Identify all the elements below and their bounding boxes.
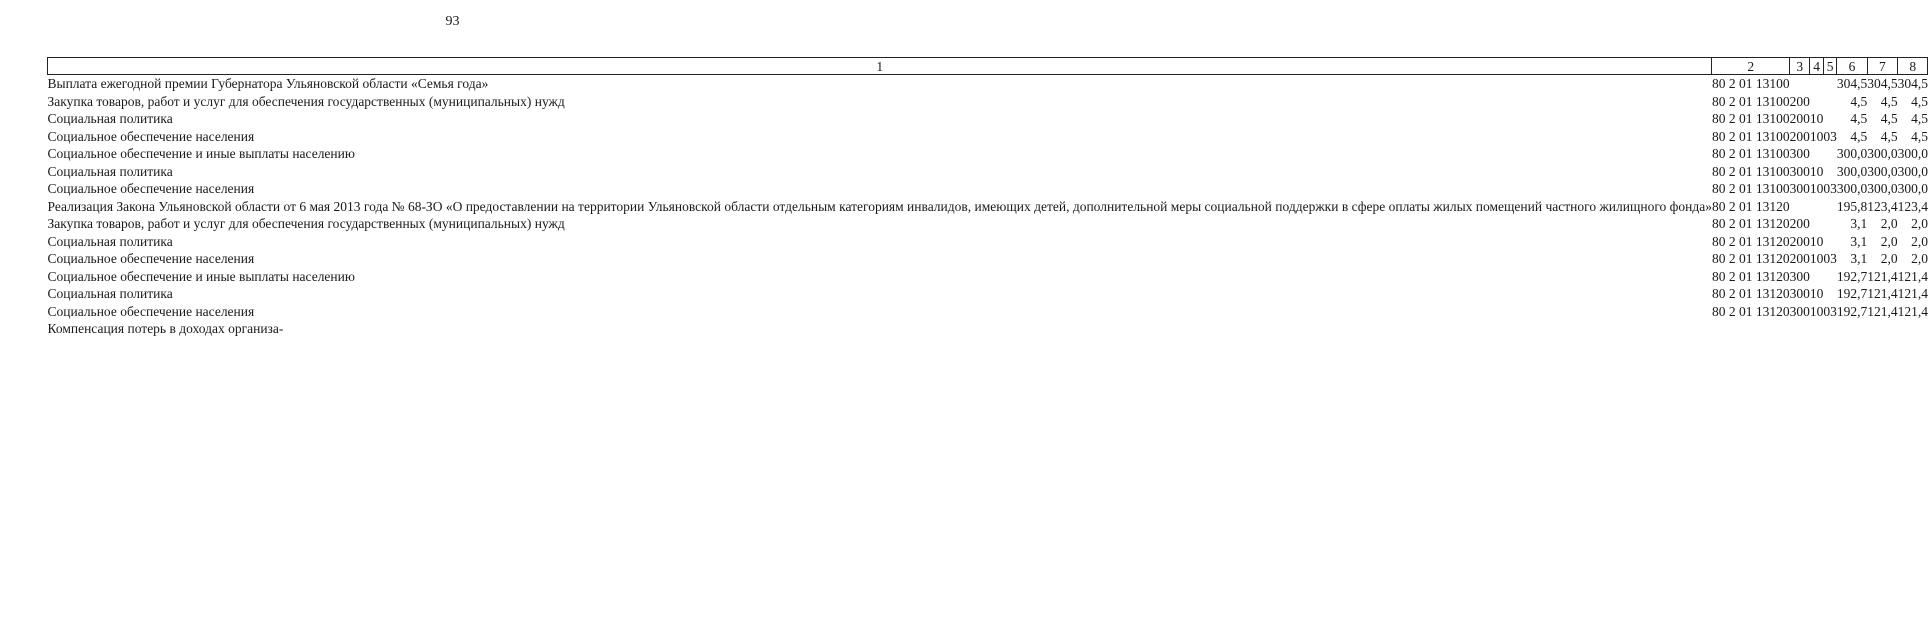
amount-col-6: [1837, 320, 1867, 338]
amount-col-7: 2,0: [1880, 233, 1898, 249]
section-code: [1810, 145, 1824, 163]
table-row: [48, 250, 1928, 268]
expense-type-code: 200: [1789, 93, 1810, 109]
table-row: [48, 180, 1928, 198]
amount-col-8: 300,0: [1897, 163, 1928, 179]
header-cell: 5: [1823, 58, 1837, 75]
row-description: Закупка товаров, работ и услуг для обеспечения государственных (муниципальных) нужд: [47, 216, 565, 231]
table-row: [48, 198, 1928, 216]
target-article-code: 80 2 01 13120: [1711, 286, 1790, 301]
subsection-code: [1823, 110, 1837, 128]
amount-col-6: 4,5: [1850, 93, 1868, 109]
row-description: Социальная политика: [47, 163, 173, 179]
target-article-code: 80 2 01 13120: [1711, 251, 1790, 266]
amount-col-7: 121,4: [1867, 303, 1898, 319]
target-article-code: [1712, 320, 1790, 338]
subsection-code: [1823, 268, 1837, 286]
amount-col-8: 121,4: [1897, 303, 1928, 319]
target-article-code: 80 2 01 13100: [1711, 163, 1790, 179]
target-article-code: 80 2 01 13100: [1711, 181, 1790, 196]
amount-col-7: 300,0: [1867, 163, 1898, 179]
row-description: Компенсация потерь в доходах организа-: [47, 321, 284, 336]
row-description: Социальное обеспечение населения: [47, 251, 255, 266]
amount-col-6: 195,8: [1836, 198, 1868, 214]
target-article-code: 80 2 01 13100: [1711, 128, 1790, 144]
amount-col-6: 4,5: [1850, 111, 1868, 126]
amount-col-7: 4,5: [1880, 93, 1898, 109]
amount-col-7: 300,0: [1867, 181, 1898, 196]
amount-col-7: 4,5: [1880, 128, 1898, 144]
amount-col-6: 304,5: [1836, 76, 1868, 91]
expense-type-code: [1790, 198, 1810, 216]
amount-col-8: 2,0: [1911, 251, 1928, 266]
target-article-code: 80 2 01 13120: [1711, 216, 1790, 231]
expense-type-code: 300: [1789, 268, 1810, 284]
subsection-code: [1823, 93, 1837, 111]
target-article-code: 80 2 01 13100: [1711, 93, 1790, 109]
section-code: 10: [1809, 181, 1824, 196]
amount-col-8: 2,0: [1911, 216, 1928, 231]
row-description: Социальное обеспечение и иные выплаты населению: [47, 268, 355, 284]
header-cell: 6: [1837, 58, 1867, 75]
subsection-code: [1823, 145, 1837, 163]
amount-col-6: 192,7: [1836, 286, 1868, 301]
expense-type-code: 300: [1789, 286, 1810, 301]
table-row: [48, 285, 1928, 303]
table-row: [48, 93, 1928, 111]
amount-col-8: 4,5: [1911, 128, 1928, 144]
amount-col-8: 4,5: [1911, 111, 1928, 126]
subsection-code: 03: [1823, 128, 1837, 144]
row-description: Социальная политика: [47, 286, 173, 301]
amount-col-7: 2,0: [1880, 251, 1898, 266]
row-description: Социальное обеспечение населения: [47, 128, 255, 144]
section-code: 10: [1809, 128, 1824, 144]
section-code: 10: [1809, 286, 1824, 301]
expense-type-code: 200: [1789, 128, 1810, 144]
row-description: Социальная политика: [47, 233, 173, 249]
amount-col-6: 3,1: [1850, 251, 1868, 266]
section-code: [1810, 75, 1824, 93]
target-article-code: 80 2 01 13120: [1711, 303, 1790, 319]
row-description: Закупка товаров, работ и услуг для обеспечения государственных (муниципальных) нужд: [47, 93, 565, 109]
amount-col-8: 123,4: [1897, 198, 1928, 214]
amount-col-6: 300,0: [1836, 163, 1868, 179]
expense-type-code: 300: [1789, 303, 1810, 319]
row-description: Реализация Закона Ульяновской области от 6 мая 2013 года № 68-ЗО «О предоставлении на территории Ульяновской области отдельным категориям инвалидов, имеющих детей, дополнительной меры социальной поддержки в сфере оплаты жилых помещений частного жилищного фонда»: [47, 198, 1712, 214]
table-row: [48, 75, 1928, 93]
expense-type-code: 200: [1789, 111, 1810, 126]
target-article-code: 80 2 01 13120: [1711, 233, 1790, 249]
subsection-code: 03: [1823, 251, 1837, 266]
expense-type-code: [1790, 75, 1810, 93]
subsection-code: 03: [1823, 181, 1837, 196]
header-cell: 4: [1810, 58, 1824, 75]
table-row: [48, 233, 1928, 251]
row-description: Социальное обеспечение населения: [47, 181, 255, 196]
amount-col-8: 121,4: [1897, 286, 1928, 301]
section-code: [1810, 198, 1824, 216]
subsection-code: [1823, 215, 1837, 233]
target-article-code: 80 2 01 13100: [1711, 111, 1790, 126]
row-description: Социальное обеспечение населения: [47, 303, 255, 319]
subsection-code: [1823, 233, 1837, 251]
section-code: [1810, 93, 1824, 111]
expense-type-code: 300: [1789, 181, 1810, 196]
header-cell: 1: [48, 58, 1712, 75]
target-article-code: 80 2 01 13120: [1711, 268, 1790, 284]
expense-type-code: 300: [1789, 146, 1810, 161]
header-cell: 7: [1867, 58, 1897, 75]
page-number: 93: [445, 14, 460, 29]
amount-col-6: 3,1: [1850, 216, 1868, 231]
section-code: [1810, 268, 1824, 286]
target-article-code: 80 2 01 13100: [1711, 146, 1790, 161]
amount-col-8: [1898, 320, 1928, 338]
amount-col-8: 2,0: [1911, 233, 1928, 249]
header-cell: 3: [1790, 58, 1810, 75]
table-body: [48, 75, 1928, 338]
amount-col-6: 300,0: [1836, 146, 1868, 161]
subsection-code: [1823, 75, 1837, 93]
expense-type-code: 200: [1789, 216, 1810, 231]
row-description: Социальная политика: [47, 111, 173, 126]
expense-type-code: 300: [1789, 163, 1810, 179]
amount-col-7: 123,4: [1867, 198, 1898, 214]
target-article-code: 80 2 01 13120: [1711, 198, 1790, 214]
table-row: [48, 110, 1928, 128]
expense-type-code: 200: [1789, 233, 1810, 249]
amount-col-8: 121,4: [1897, 268, 1928, 284]
amount-col-8: 4,5: [1911, 93, 1928, 109]
section-code: 10: [1809, 303, 1824, 319]
subsection-code: [1823, 320, 1837, 338]
subsection-code: [1823, 285, 1837, 303]
table-row: [48, 320, 1928, 338]
amount-col-6: 300,0: [1836, 181, 1868, 196]
subsection-code: [1823, 163, 1837, 181]
subsection-code: [1823, 198, 1837, 216]
section-code: 10: [1809, 233, 1824, 249]
amount-col-7: [1867, 320, 1897, 338]
table-row: [48, 303, 1928, 321]
amount-col-7: 4,5: [1880, 111, 1898, 126]
subsection-code: 03: [1823, 303, 1837, 319]
amount-col-7: 121,4: [1867, 286, 1898, 301]
amount-col-8: 300,0: [1897, 181, 1928, 196]
header-cell: 2: [1712, 58, 1790, 75]
row-description: Социальное обеспечение и иные выплаты населению: [47, 146, 355, 161]
section-code: [1810, 215, 1824, 233]
row-description: Выплата ежегодной премии Губернатора Ульяновской области «Семья года»: [47, 76, 489, 91]
budget-table: [47, 57, 1928, 338]
table-row: [48, 128, 1928, 146]
section-code: 10: [1809, 163, 1824, 179]
section-code: 10: [1809, 111, 1824, 126]
header-cell: 8: [1898, 58, 1928, 75]
table-row: [48, 163, 1928, 181]
expense-type-code: [1790, 320, 1810, 338]
section-code: [1810, 320, 1824, 338]
section-code: 10: [1809, 251, 1824, 266]
amount-col-7: 300,0: [1867, 146, 1898, 161]
table-row: [48, 215, 1928, 233]
amount-col-7: 304,5: [1867, 76, 1898, 91]
table-row: [48, 145, 1928, 163]
amount-col-6: 4,5: [1850, 128, 1868, 144]
table-header-row: [48, 58, 1928, 75]
amount-col-6: 192,7: [1836, 268, 1868, 284]
amount-col-7: 121,4: [1867, 268, 1898, 284]
target-article-code: 80 2 01 13100: [1711, 76, 1790, 91]
amount-col-7: 2,0: [1880, 216, 1898, 231]
amount-col-6: 192,7: [1836, 303, 1868, 319]
amount-col-8: 300,0: [1897, 146, 1928, 161]
amount-col-8: 304,5: [1897, 76, 1928, 91]
table-row: [48, 268, 1928, 286]
amount-col-6: 3,1: [1850, 233, 1868, 249]
expense-type-code: 200: [1789, 251, 1810, 266]
